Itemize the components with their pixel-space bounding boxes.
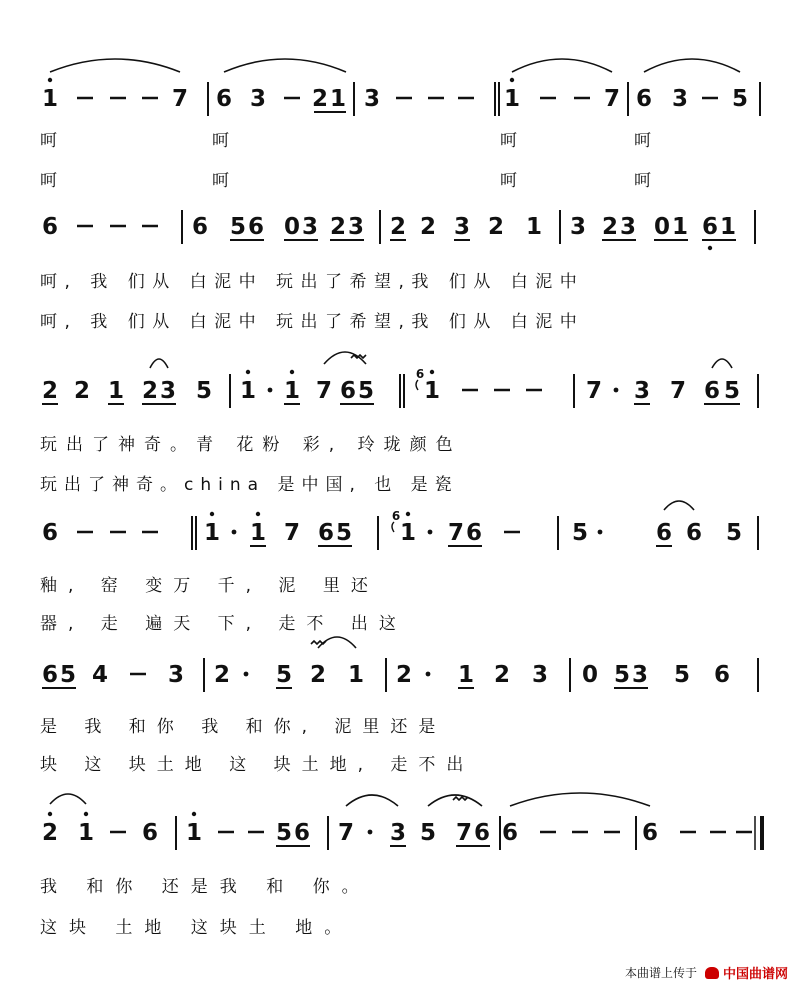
- note: 4: [91, 662, 109, 688]
- note: 5: [723, 378, 741, 404]
- dot-rhythm: [428, 530, 433, 535]
- slur: [512, 59, 612, 72]
- note: 2: [309, 662, 327, 688]
- note: 2: [213, 662, 231, 688]
- note: 5: [335, 520, 353, 546]
- note: 2: [601, 214, 619, 240]
- note: 1: [347, 662, 365, 688]
- note: 7: [283, 520, 301, 546]
- grace-note: 6: [415, 367, 425, 381]
- note: 2: [41, 378, 59, 404]
- note: 1: [423, 378, 441, 404]
- note: 3: [347, 214, 365, 240]
- note: 5: [731, 86, 749, 112]
- note: 5: [613, 662, 631, 688]
- octave-dot: [210, 512, 214, 516]
- dot-rhythm: [232, 530, 237, 535]
- note: 1: [203, 520, 221, 546]
- note: 2: [493, 662, 511, 688]
- note: 1: [671, 214, 689, 240]
- note: 6: [501, 820, 519, 846]
- note: 7: [455, 820, 473, 846]
- note: 6: [191, 214, 209, 240]
- site-brand: 中国曲谱网: [722, 967, 788, 982]
- note: 6: [701, 214, 719, 240]
- note: 6: [41, 520, 59, 546]
- upload-text: 本曲谱上传于: [624, 966, 697, 980]
- note: 1: [503, 86, 521, 112]
- note: 3: [389, 820, 407, 846]
- note: 6: [215, 86, 233, 112]
- note: 1: [239, 378, 257, 404]
- note: 7: [669, 378, 687, 404]
- slur: [50, 59, 180, 72]
- note: 0: [283, 214, 301, 240]
- note: 1: [719, 214, 737, 240]
- note: 1: [399, 520, 417, 546]
- dot-rhythm: [368, 830, 373, 835]
- note: 6: [655, 520, 673, 546]
- note: 5: [673, 662, 691, 688]
- lyric-line-6a: 我 和你 还是我 和 你。: [40, 877, 371, 897]
- lyric-line-4a: 釉, 窑 变万 千, 泥 里还: [40, 576, 379, 596]
- note: 6: [641, 820, 659, 846]
- lyric-line-2b: 呵, 我 们从 白泥中 玩出了希望,我 们从 白泥中: [40, 312, 585, 332]
- note: 3: [453, 214, 471, 240]
- octave-dot: [510, 78, 514, 82]
- octave-dot: [246, 370, 250, 374]
- dot-rhythm: [598, 530, 603, 535]
- note: 2: [389, 214, 407, 240]
- lyric-line-4b: 器, 走 遍天 下, 走不 出这: [40, 614, 407, 634]
- slur: [712, 359, 732, 368]
- note: 6: [317, 520, 335, 546]
- note: 2: [73, 378, 91, 404]
- note: 6: [635, 86, 653, 112]
- note: 6: [141, 820, 159, 846]
- octave-dot: [192, 812, 196, 816]
- slur: [346, 795, 398, 806]
- note: 1: [185, 820, 203, 846]
- lyric-line-2a: 呵, 我 们从 白泥中 玩出了希望,我 们从 白泥中: [40, 272, 585, 292]
- note: 3: [671, 86, 689, 112]
- note: 5: [275, 662, 293, 688]
- note: 5: [275, 820, 293, 846]
- note: 7: [171, 86, 189, 112]
- note: 0: [581, 662, 599, 688]
- note: 2: [141, 378, 159, 404]
- note: 2: [311, 86, 329, 112]
- note: 6: [685, 520, 703, 546]
- note: 1: [77, 820, 95, 846]
- dot-rhythm: [268, 388, 273, 393]
- note: 1: [249, 520, 267, 546]
- note: 1: [283, 378, 301, 404]
- octave-dot: [84, 812, 88, 816]
- note: 1: [329, 86, 347, 112]
- note: 3: [363, 86, 381, 112]
- note: 3: [167, 662, 185, 688]
- note: 7: [585, 378, 603, 404]
- note: 5: [195, 378, 213, 404]
- note: 2: [329, 214, 347, 240]
- octave-dot-low: [708, 246, 712, 250]
- lyric-line-3b: 玩出了神奇。china 是中国, 也 是瓷: [40, 475, 459, 495]
- note: 6: [41, 214, 59, 240]
- note: 7: [315, 378, 333, 404]
- note: 3: [249, 86, 267, 112]
- mordent-ornament: [351, 355, 366, 358]
- octave-dot: [48, 78, 52, 82]
- note: 0: [653, 214, 671, 240]
- note: 6: [465, 520, 483, 546]
- note: 3: [619, 214, 637, 240]
- note: 2: [487, 214, 505, 240]
- note: 2: [41, 820, 59, 846]
- slur: [224, 59, 346, 72]
- octave-dot: [430, 370, 434, 374]
- note: 3: [531, 662, 549, 688]
- slur: [644, 59, 740, 72]
- octave-dot: [406, 512, 410, 516]
- note: 1: [525, 214, 543, 240]
- octave-dot: [48, 812, 52, 816]
- note: 6: [41, 662, 59, 688]
- note: 5: [229, 214, 247, 240]
- note: 6: [247, 214, 265, 240]
- dot-rhythm: [614, 388, 619, 393]
- grace-curve: [416, 380, 418, 390]
- note: 1: [107, 378, 125, 404]
- note: 6: [473, 820, 491, 846]
- lyric-line-5a: 是 我 和你 我 和你, 泥里还是: [40, 717, 447, 737]
- note: 3: [631, 662, 649, 688]
- note: 6: [713, 662, 731, 688]
- note: 6: [293, 820, 311, 846]
- note: 2: [395, 662, 413, 688]
- footer: [625, 963, 788, 982]
- lyric-line-3a: 玩出了神奇。青 花粉 彩, 玲珑颜色: [40, 435, 462, 455]
- note: 6: [703, 378, 721, 404]
- note: 6: [339, 378, 357, 404]
- octave-dot: [256, 512, 260, 516]
- site-logo-icon: [705, 967, 719, 979]
- note: 3: [633, 378, 651, 404]
- slur: [428, 795, 482, 806]
- note: 7: [603, 86, 621, 112]
- note: 5: [419, 820, 437, 846]
- note: 1: [41, 86, 59, 112]
- note: 3: [159, 378, 177, 404]
- dot-rhythm: [244, 672, 249, 677]
- note: 5: [571, 520, 589, 546]
- lyric-line-6b: 这块 土地 这块土 地。: [40, 918, 354, 938]
- lyric-line-5b: 块 这 块土地 这 块土地, 走不出: [40, 755, 475, 775]
- note: 7: [447, 520, 465, 546]
- note: 5: [357, 378, 375, 404]
- grace-note: 6: [391, 509, 401, 523]
- note: 1: [457, 662, 475, 688]
- note: 5: [725, 520, 743, 546]
- note: 3: [569, 214, 587, 240]
- slur: [50, 794, 86, 804]
- dot-rhythm: [426, 672, 431, 677]
- slur: [510, 793, 650, 806]
- slur: [664, 501, 694, 510]
- note: 3: [301, 214, 319, 240]
- slur: [150, 359, 168, 368]
- note: 7: [337, 820, 355, 846]
- octave-dot: [290, 370, 294, 374]
- slur: [324, 352, 366, 364]
- note: 5: [59, 662, 77, 688]
- note: 2: [419, 214, 437, 240]
- grace-curve: [392, 522, 394, 532]
